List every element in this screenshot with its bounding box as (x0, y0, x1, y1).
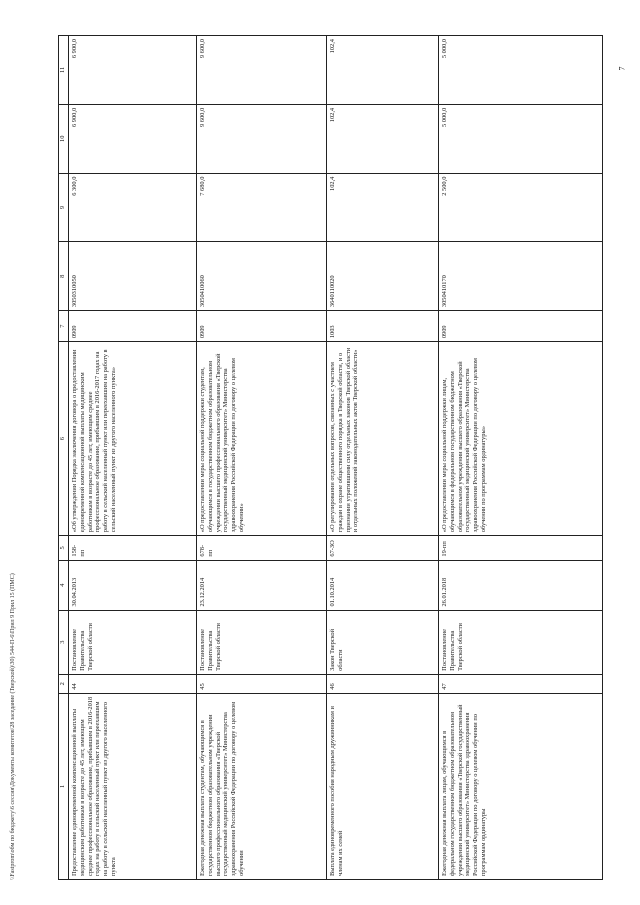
col-header-6: 6 (59, 342, 69, 536)
row-doc-number: 67-ЗО (327, 536, 439, 560)
row-value-11: 9 600,0 (197, 36, 327, 105)
row-name: Выплата единовременного пособия народным дружинникам и членам их семей (327, 693, 439, 879)
row-value-10: 9 600,0 (197, 104, 327, 173)
row-doc-number: 158-пп (69, 536, 197, 560)
row-value-10: 5 000,0 (439, 104, 603, 173)
col-header-9: 9 (59, 173, 69, 242)
col-header-7: 7 (59, 311, 69, 342)
page-number: 7 (617, 66, 627, 71)
rotated-table-wrapper (58, 35, 602, 880)
col-header-10: 10 (59, 104, 69, 173)
col-header-2: 2 (59, 674, 69, 693)
row-section-code: 0909 (69, 311, 197, 342)
row-doc-type: Постановление Правительства Тверской области (439, 610, 603, 674)
row-number: 45 (197, 674, 327, 693)
row-doc-number: 19-пп (439, 536, 603, 560)
row-value-11: 6 900,0 (69, 36, 197, 105)
column-number-row (59, 36, 69, 880)
row-target-code: 3050410060 (197, 242, 327, 311)
row-value-10: 6 900,0 (69, 104, 197, 173)
row-number: 47 (439, 674, 603, 693)
row-doc-type: Закон Тверской области (327, 610, 439, 674)
row-doc-title: «О предоставлении меры социальной поддержки студентам, обучающимся в государственном бюджетном образовательном учреждении высшего профессионального образования «Тверской государственный медицинский университет» Министерства здравоохранения Российской Федерации по договору о целевом обучении» (197, 342, 327, 536)
row-name: Предоставление единовременной компенсационной выплаты медицинским работникам в возрасте до 45 лет, имеющим среднее профессиональное образование, прибывшим в 2016-2018 годах на работу в сельский населенный пункт или переехавшим на работу в сельский населенный пункт из другого населенного пункта (69, 693, 197, 879)
row-doc-number: 678-пп (197, 536, 327, 560)
row-name: Ежегодная денежная выплата студентам, обучающимся в государственном бюджетном образовательном учреждении высшего профессионального образования «Тверской государственный медицинский университет» Министерства здравоохранения Российской Федерации по договору о целевом обучении (197, 693, 327, 879)
row-value-9: 7 680,0 (197, 173, 327, 242)
row-section-code: 0909 (197, 311, 327, 342)
row-doc-date: 30.04.2013 (69, 560, 197, 610)
col-header-3: 3 (59, 610, 69, 674)
footer-file-path: \\Fastprom\обм по бюджету\6 сессия\Документы комитетов\28 заседание (Тверской)\30) 544-П-6\Прил 9 Прил 15 (ПМС) (10, 573, 16, 880)
table-row (439, 36, 603, 880)
row-doc-date: 26.01.2018 (439, 560, 603, 610)
budget-table (58, 35, 603, 880)
row-section-code: 1003 (327, 311, 439, 342)
row-number: 44 (69, 674, 197, 693)
row-number: 46 (327, 674, 439, 693)
col-header-4: 4 (59, 560, 69, 610)
row-target-code: 3050410170 (439, 242, 603, 311)
row-doc-type: Постановление Правительства Тверской области (197, 610, 327, 674)
col-header-8: 8 (59, 242, 69, 311)
table-row (327, 36, 439, 880)
row-value-11: 5 000,0 (439, 36, 603, 105)
row-doc-title: «О предоставлении меры социальной поддержки лицам, обучающимся в федеральном государственном бюджетном образовательном учреждении высшего образования «Тверской государственный медицинский университет» Министерства здравоохранения Российской Федерации по договору о целевом обучении по программам ординатуры» (439, 342, 603, 536)
row-value-11: 102,4 (327, 36, 439, 105)
row-section-code: 0909 (439, 311, 603, 342)
row-doc-title: «Об утверждении Порядка заключения договора о предоставлении единовременной компенсационной выплаты медицинским работникам в возрасте до 45 лет, имеющим среднее профессиональное образование, прибывшим в 2016-2017 годах на работу в сельский населенный пункт или переехавшим на работу в сельский населенный пункт из другого населенного пункта» (69, 342, 197, 536)
row-target-code: 3640110020 (327, 242, 439, 311)
row-value-9: 6 300,0 (69, 173, 197, 242)
table-row (69, 36, 197, 880)
row-doc-date: 23.12.2014 (197, 560, 327, 610)
row-doc-date: 01.10.2014 (327, 560, 439, 610)
row-value-9: 2 500,0 (439, 173, 603, 242)
table-row (197, 36, 327, 880)
col-header-5: 5 (59, 536, 69, 560)
row-target-code: 3050310050 (69, 242, 197, 311)
row-name: Ежегодная денежная выплата лицам, обучающимся в федеральном государственном бюджетном образовательном учреждении высшего образования «Тверской государственный медицинский университет» Министерства здравоохранения Российской Федерации по договору о целевом обучении по программам ординатуры (439, 693, 603, 879)
row-value-10: 102,4 (327, 104, 439, 173)
col-header-1: 1 (59, 693, 69, 879)
row-doc-title: «О регулировании отдельных вопросов, связанных с участием граждан в охране общественного порядка в Тверской области, и о признании утратившими силу отдельных законов Тверской области и отдельных положений законодательных актов Тверской области» (327, 342, 439, 536)
row-value-9: 102,4 (327, 173, 439, 242)
col-header-11: 11 (59, 36, 69, 105)
row-doc-type: Постановление Правительства Тверской области (69, 610, 197, 674)
